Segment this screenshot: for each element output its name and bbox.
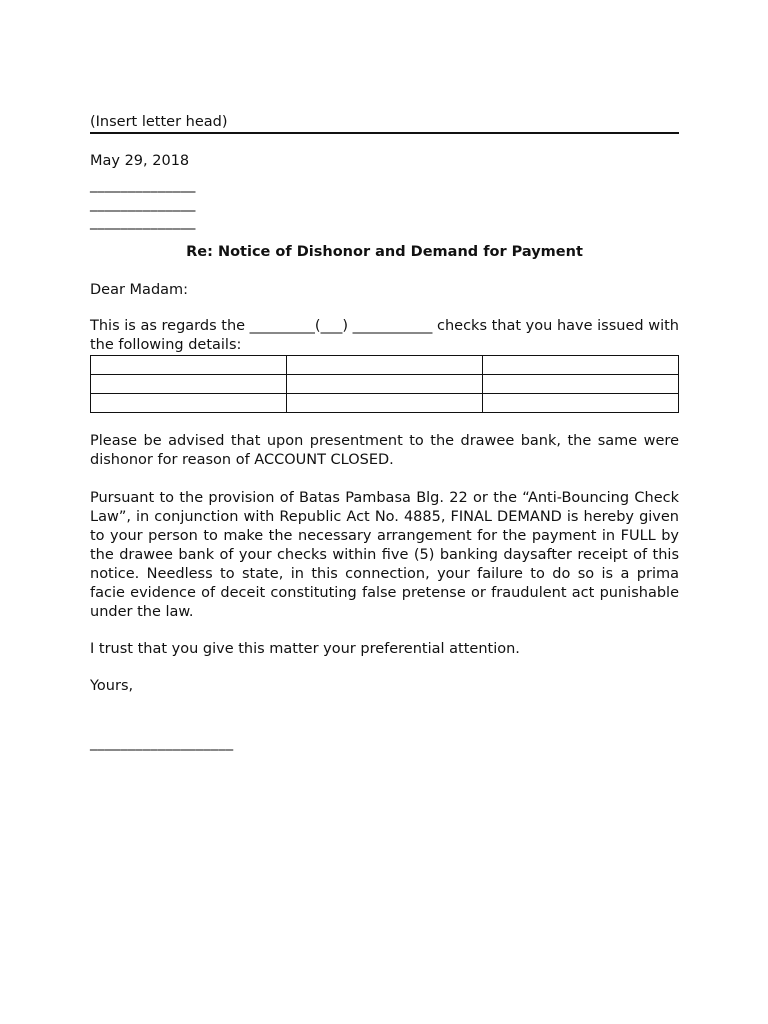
table-row (91, 375, 679, 394)
table-cell (483, 375, 679, 394)
letterhead-divider (90, 132, 679, 134)
letter-subject: Re: Notice of Dishonor and Demand for Payment (186, 244, 583, 260)
table-cell (287, 375, 483, 394)
paragraph-closing-remark: I trust that you give this matter your preferential attention. (90, 641, 520, 657)
letter-date: May 29, 2018 (90, 153, 190, 169)
paragraph-final-demand: Pursuant to the provision of Batas Pambasa Blg. 22 or the “Anti-Bouncing Check Law”, in conjunction with Republic Act No. 4885, FINAL DEMAND is hereby given to your person to make the necessary arrangement for the payment in FULL by the drawee bank of your checks within five (5) banking daysafter receipt of this notice. Needless to state, in this connection, your failure to do so is a prima facie evidence of deceit constituting false pretense or fraudulent act punishable under the law. (90, 490, 679, 620)
closing: Yours, (90, 678, 134, 694)
table-cell (91, 394, 287, 413)
table-cell (483, 394, 679, 413)
table-cell (91, 356, 287, 375)
table-row (91, 356, 679, 375)
check-details-table (90, 355, 679, 413)
address-line-2: ______________ (90, 196, 196, 212)
table-cell (287, 356, 483, 375)
address-line-3: ______________ (90, 214, 196, 230)
table-cell (91, 375, 287, 394)
paragraph-check-reference: This is as regards the _________(___) ___________ checks that you have issued with the following details: (90, 318, 679, 353)
salutation: Dear Madam: (90, 282, 189, 298)
letterhead-placeholder: (Insert letter head) (90, 114, 228, 130)
paragraph-dishonor-notice: Please be advised that upon presentment to the drawee bank, the same were dishonor for reason of ACCOUNT CLOSED. (90, 433, 679, 468)
table-cell (287, 394, 483, 413)
address-line-1: ______________ (90, 177, 196, 193)
signature-line: ___________________ (90, 735, 234, 751)
table-cell (483, 356, 679, 375)
table-row (91, 394, 679, 413)
